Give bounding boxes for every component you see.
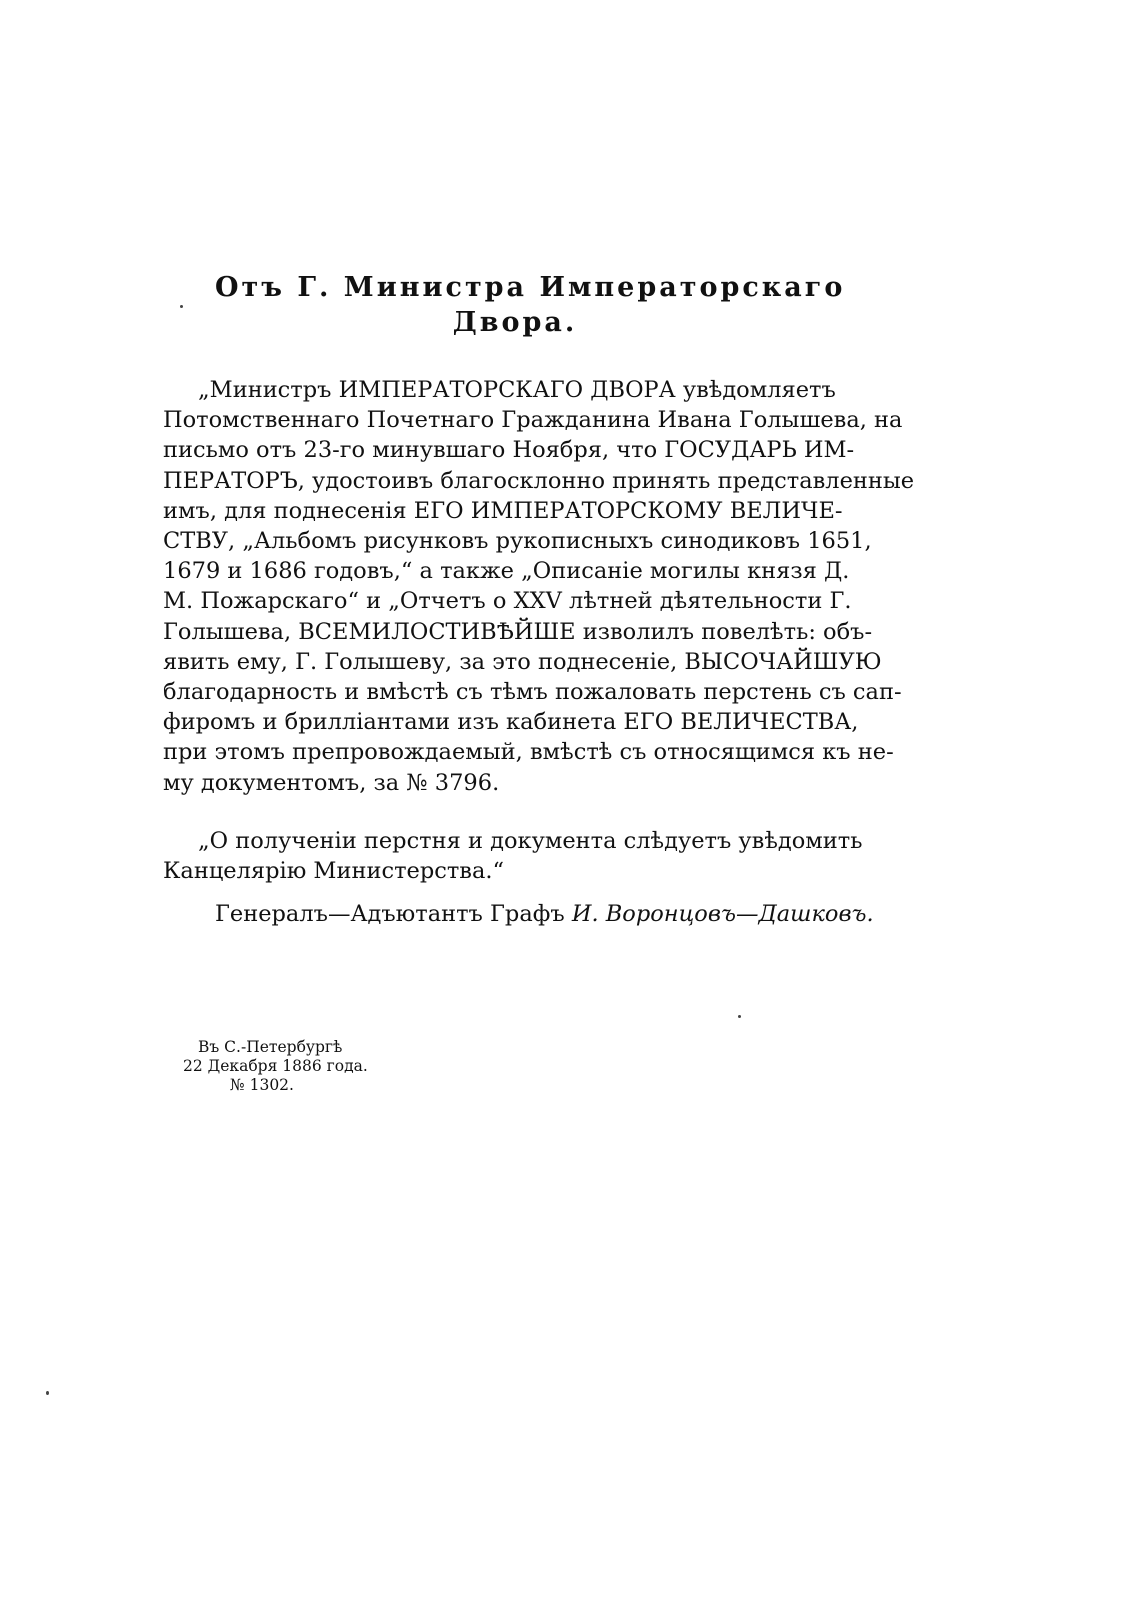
- paper-speck: [180, 305, 183, 308]
- text-line: ПЕРАТОРЪ, удостоивъ благосклонно принять представленные: [163, 467, 915, 494]
- text-line: Потомственнаго Почетнаго Гражданина Ивана Голышева, на: [163, 407, 903, 434]
- text-line: СТВУ, „Альбомъ рисунковъ рукописныхъ синодиковъ 1651,: [163, 528, 872, 554]
- text-line: Канцелярію Министерства.“: [163, 858, 505, 885]
- document-number: № 1302.: [230, 1076, 294, 1094]
- place-date: 22 Декабря 1886 года.: [183, 1057, 368, 1075]
- text-line: благодарность и вмѣстѣ съ тѣмъ пожаловать перстень съ сап-: [163, 679, 902, 705]
- text-line: М. Пожарскаго“ и „Отчетъ о XXV лѣтней дѣятельности Г.: [163, 588, 852, 615]
- text-line: имъ, для поднесенія ЕГО ИМПЕРАТОРСКОМУ ВЕЛИЧЕ-: [163, 497, 843, 524]
- text-line: „О полученіи перстня и документа слѣдуетъ увѣдомить: [198, 828, 863, 854]
- paper-speck: [738, 1015, 741, 1018]
- text-line: письмо отъ 23-го минувшаго Ноября, что ГОСУДАРЬ ИМ-: [163, 437, 855, 464]
- place-city: Въ С.-Петербургѣ: [198, 1038, 343, 1056]
- signature-name: И. Воронцовъ—Дашковъ.: [571, 901, 874, 927]
- text-line: „Министръ ИМПЕРАТОРСКАГО ДВОРА увѣдомляетъ: [198, 377, 836, 403]
- text-line: фиромъ и бриллiантами изъ кабинета ЕГО ВЕЛИЧЕСТВА,: [163, 709, 859, 736]
- text-line: му документомъ, за № 3796.: [163, 769, 500, 796]
- text-line: 1679 и 1686 годовъ,“ а также „Описаніе могилы князя Д.: [163, 558, 850, 585]
- text-line: Голышева, ВСЕМИЛОСТИВѢЙШЕ изволилъ повелѣть: объ-: [163, 618, 873, 645]
- paper-speck: [46, 1391, 49, 1395]
- signature-rank: Генералъ—Адъютантъ Графъ: [215, 901, 565, 927]
- text-line: при этомъ препровождаемый, вмѣстѣ съ относящимся къ не-: [163, 739, 894, 766]
- document-title-line-1: Отъ Г. Министра Императорскаго: [215, 272, 846, 303]
- document-title-line-2: Двора.: [452, 307, 578, 338]
- text-line: явить ему, Г. Голышеву, за это поднесеніе, ВЫСОЧАЙШУЮ: [163, 648, 882, 675]
- signature: [215, 901, 874, 927]
